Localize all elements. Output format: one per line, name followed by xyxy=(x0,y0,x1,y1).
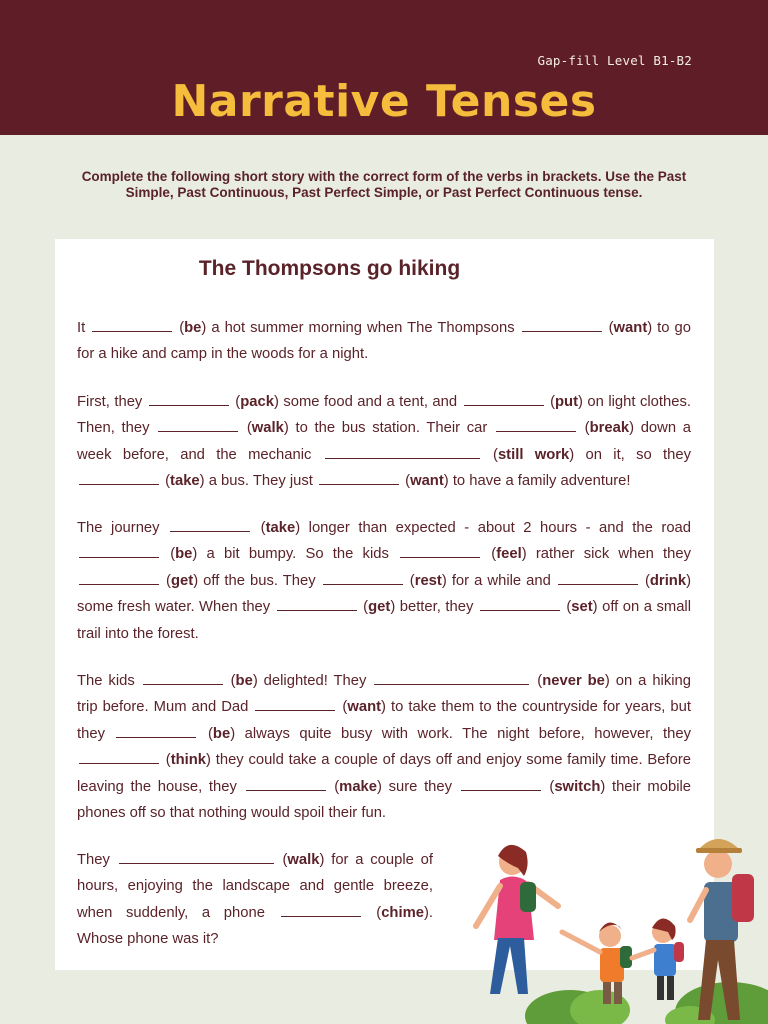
answer-blank[interactable] xyxy=(464,394,544,406)
verb-hint: chime xyxy=(381,904,424,921)
verb-hint: take xyxy=(265,520,296,536)
answer-blank[interactable] xyxy=(79,546,159,558)
story-text: ( xyxy=(362,904,382,921)
story-text: ( xyxy=(161,752,171,769)
verb-hint: be xyxy=(212,725,231,742)
answer-blank[interactable] xyxy=(400,546,480,558)
answer-blank[interactable] xyxy=(461,779,541,791)
answer-blank[interactable] xyxy=(255,699,335,711)
answer-blank[interactable] xyxy=(277,599,357,611)
answer-blank[interactable] xyxy=(281,905,361,917)
answer-blank[interactable] xyxy=(319,473,399,485)
answer-blank[interactable] xyxy=(170,520,250,532)
story-text: The kids xyxy=(77,673,141,689)
story-text: ) on light clothes. Then, they xyxy=(77,394,691,437)
verb-hint: drink xyxy=(649,572,687,589)
story-text: ) to go for a hike and camp in the woods for a night. xyxy=(77,320,691,363)
story-text: ( xyxy=(358,599,369,616)
verb-hint: break xyxy=(589,420,630,437)
answer-blank[interactable] xyxy=(79,573,159,585)
story-text: ) to have a family adventure! xyxy=(443,473,631,490)
story-text: ( xyxy=(401,473,411,490)
story-text: ( xyxy=(404,572,415,589)
story-text: ) for a while and xyxy=(441,572,556,589)
answer-blank[interactable] xyxy=(79,473,159,485)
story-text: ( xyxy=(161,546,176,563)
story-text: ) to take them to the countryside for years, but they xyxy=(77,699,691,742)
story-text: ( xyxy=(198,725,213,742)
verb-hint: switch xyxy=(554,778,601,795)
story-text: ( xyxy=(161,473,171,490)
story-text: ) for a couple of hours, enjoying the landscape and gentle breeze, when suddenly, a phone xyxy=(77,852,433,921)
story-paragraph-3 xyxy=(77,515,691,647)
story-text: ) some food and a tent, and xyxy=(273,394,462,410)
answer-blank[interactable] xyxy=(522,320,602,332)
verb-hint: want xyxy=(613,320,648,336)
story-text: ) down a week before, and the mechanic xyxy=(77,420,691,463)
story-text: ( xyxy=(161,572,171,589)
story-paragraph-5 xyxy=(77,847,433,953)
story-text: ( xyxy=(542,778,555,795)
verb-hint: think xyxy=(170,752,207,769)
story-text: ) always quite busy with work. The night before, however, they xyxy=(230,725,691,742)
verb-hint: put xyxy=(555,394,579,410)
story-paragraph-1 xyxy=(77,315,691,368)
answer-blank[interactable] xyxy=(143,673,223,685)
story-title: The Thompsons go hiking xyxy=(198,257,461,280)
story-text: ( xyxy=(275,852,288,868)
story-text: ( xyxy=(252,520,266,536)
verb-hint: get xyxy=(368,599,391,616)
story-text: ) sure they xyxy=(377,778,459,795)
answer-blank[interactable] xyxy=(158,420,238,432)
story-text: ( xyxy=(230,394,241,410)
verb-hint: never be xyxy=(542,673,605,689)
story-text: It xyxy=(77,320,91,336)
answer-blank[interactable] xyxy=(496,420,576,432)
verb-hint: walk xyxy=(287,852,320,868)
story-text: ) off on a small trail into the forest. xyxy=(77,599,691,642)
story-text: ) on it, so they xyxy=(569,446,691,463)
story-text: ( xyxy=(603,320,614,336)
instructions-text: Complete the following short story with the correct form of the verbs in brackets. Use the Past Simple, Past Continuous, Past Perfect Simple, or Past Perfect Continuous tense. xyxy=(81,169,687,200)
story-paragraph-4 xyxy=(77,668,691,826)
answer-blank[interactable] xyxy=(325,447,480,459)
story-text: ) rather sick when they xyxy=(521,546,691,563)
story-text: They xyxy=(77,852,117,868)
verb-hint: feel xyxy=(496,546,522,563)
answer-blank[interactable] xyxy=(323,573,403,585)
verb-hint: pack xyxy=(240,394,274,410)
story-paragraph-2 xyxy=(77,389,691,495)
verb-hint: be xyxy=(184,320,202,336)
verb-hint: still work xyxy=(497,446,570,463)
answer-blank[interactable] xyxy=(374,673,529,685)
story-text: ( xyxy=(545,394,555,410)
story-text: First, they xyxy=(77,394,147,410)
story-text: ) better, they xyxy=(390,599,478,616)
story-text: ) a bit bumpy. So the kids xyxy=(192,546,399,563)
story-text: ( xyxy=(224,673,236,689)
answer-blank[interactable] xyxy=(92,320,172,332)
story-text: The journey xyxy=(77,520,169,536)
verb-hint: make xyxy=(339,778,378,795)
page-title: Narrative Tenses xyxy=(171,76,597,127)
verb-hint: be xyxy=(235,673,253,689)
story-text: ( xyxy=(531,673,543,689)
story-text: ( xyxy=(240,420,252,437)
story-text: ( xyxy=(482,546,497,563)
answer-blank[interactable] xyxy=(246,779,326,791)
story-text: ) to the bus station. Their car xyxy=(283,420,494,437)
story-text: ) a bus. They just xyxy=(199,473,318,490)
answer-blank[interactable] xyxy=(480,599,560,611)
story-text: ( xyxy=(561,599,572,616)
level-label: Gap-fill Level B1-B2 xyxy=(537,53,692,68)
verb-hint: take xyxy=(170,473,200,490)
verb-hint: get xyxy=(170,572,194,589)
hiking-family-illustration xyxy=(460,820,768,1024)
verb-hint: set xyxy=(571,599,593,616)
verb-hint: want xyxy=(347,699,382,716)
verb-hint: rest xyxy=(414,572,442,589)
story-text: ) off the bus. They xyxy=(193,572,321,589)
story-text: ( xyxy=(337,699,348,716)
verb-hint: walk xyxy=(251,420,284,437)
story-text: ) delighted! They xyxy=(252,673,373,689)
story-text: ) some fresh water. When they xyxy=(77,572,692,616)
story-text: ( xyxy=(481,446,498,463)
story-text: ( xyxy=(174,320,185,336)
story-text: ( xyxy=(327,778,340,795)
verb-hint: want xyxy=(410,473,444,490)
story-text: ( xyxy=(577,420,590,437)
answer-blank[interactable] xyxy=(119,852,274,864)
answer-blank[interactable] xyxy=(79,752,159,764)
answer-blank[interactable] xyxy=(116,726,196,738)
answer-blank[interactable] xyxy=(149,394,229,406)
story-text: ( xyxy=(639,572,650,589)
story-text: ) longer than expected - about 2 hours - and the road xyxy=(295,520,692,536)
verb-hint: be xyxy=(175,546,193,563)
answer-blank[interactable] xyxy=(558,573,638,585)
story-text: ) they could take a couple of days off and enjoy some family time. Before leaving the house, they xyxy=(77,752,691,795)
story-text: ) a hot summer morning when The Thompsons xyxy=(201,320,520,336)
story-text: ) on a hiking trip before. Mum and Dad xyxy=(77,673,691,716)
story-text: ) their mobile phones off so that nothing would spoil their fun. xyxy=(77,778,692,822)
story-text: ). Whose phone was it? xyxy=(77,904,434,948)
